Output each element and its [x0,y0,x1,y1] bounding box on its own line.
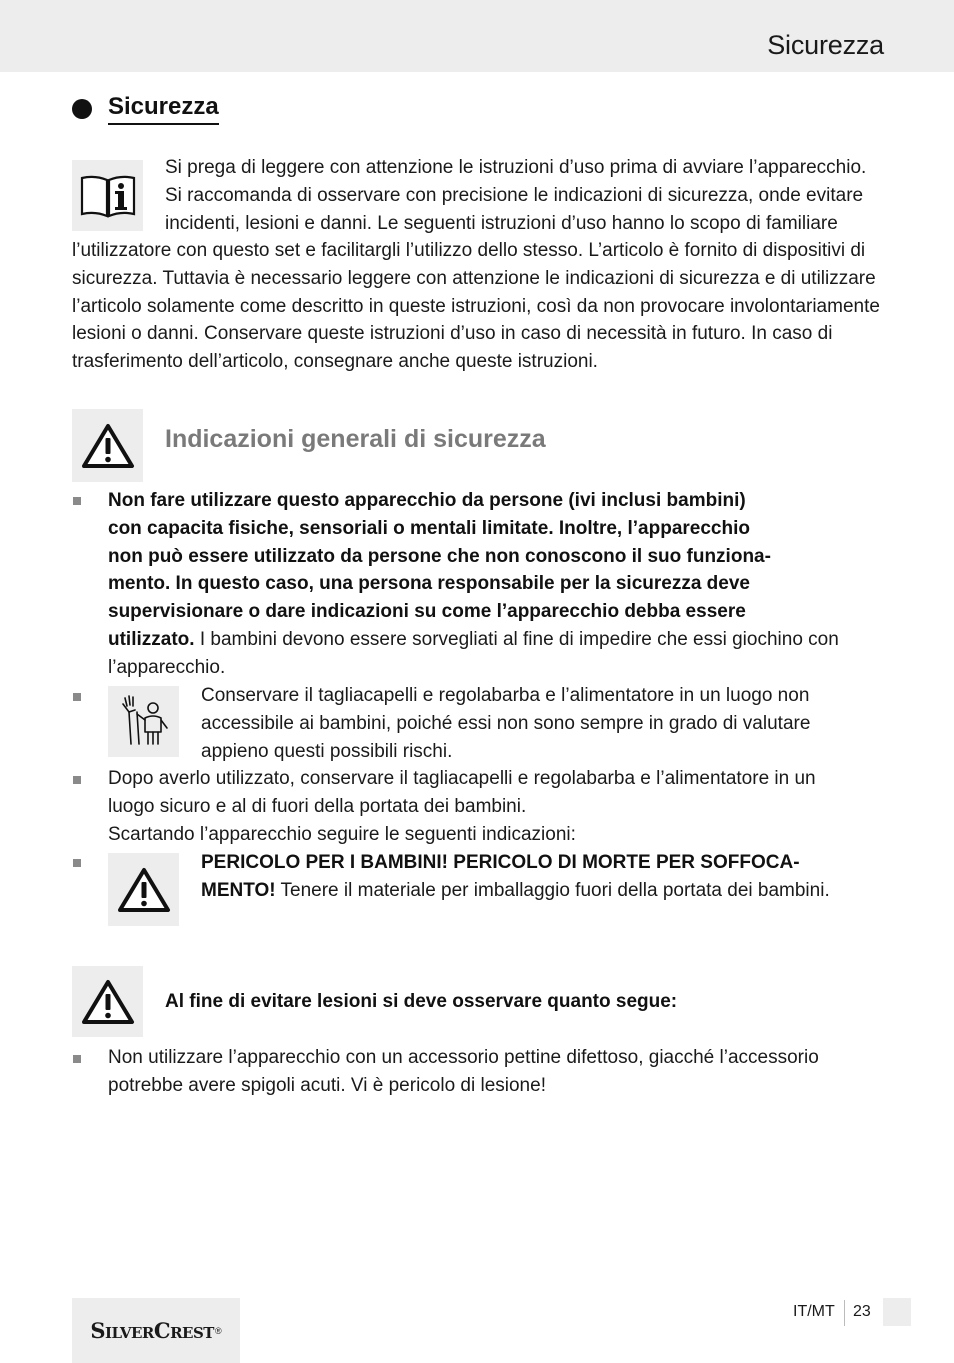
text-normal-tail: I bambini devono essere sorvegliati al fine di impedire che essi giochino con [194,628,839,650]
text-line: trasferimento dell’articolo, consegnare anche queste istruzioni. [72,351,598,373]
text-line: mento. In questo caso, una persona responsabile per la sicurezza deve [108,573,750,595]
text-line: l’apparecchio. [108,656,226,678]
text-line: Dopo averlo utilizzato, conservare il tagliacapelli e regolabarba e l’alimentatore in un [108,768,816,789]
text-line: l’utilizzatore con questo set e facilitargli l’utilizzo dello stesso. L’articolo è fornito di dispositivi di [72,240,866,261]
bullet-square [73,497,81,505]
text-line: luogo sicuro e al di fuori della portata dei bambini. [108,795,527,817]
child-safety-icon [108,686,179,757]
text-line: lesioni o danni. Conservare queste istruzioni d’uso in caso di necessità in futuro. In caso di [72,323,833,345]
text-bold-tail: utilizzato. [108,628,195,650]
bullet-square [73,1055,81,1063]
text-line: Non fare utilizzare questo apparecchio da persone (ivi inclusi bambini) [108,490,746,511]
list-item [108,1044,819,1100]
bullet-square [73,859,81,867]
bullet-square [73,776,81,784]
text-line: con capacita fisiche, sensoriali o mentali limitate. Inoltre, l’apparecchio [108,517,750,539]
injury-heading: Al fine di evitare lesioni si deve osservare quanto segue: [165,991,678,1012]
brand-logo-text: SilverCrest [90,1318,214,1343]
brand-logo [72,1298,240,1363]
text-line: Non utilizzare l’apparecchio con un accessorio pettine difettoso, giacché l’accessorio [108,1047,819,1068]
list-item [108,487,839,682]
warning-triangle-icon [72,409,143,482]
text-normal-tail: Tenere il materiale per imballaggio fuori della portata dei bambini. [275,879,830,901]
footer-language: IT/MT [793,1303,835,1320]
text-line: Si raccomanda di osservare con precisione le indicazioni di sicurezza, onde evitare [165,184,864,206]
list-item [201,849,830,905]
book-info-icon [72,160,143,231]
intro-full-text [72,237,880,376]
text-line: PERICOLO PER I BAMBINI! PERICOLO DI MORTE PER SOFFOCA- [201,852,800,873]
warning-triangle-icon [108,853,179,926]
text-line: Scartando l’apparecchio seguire le seguenti indicazioni: [108,823,576,845]
registered-mark: ® [214,1325,222,1336]
page-number: 23 [853,1303,871,1320]
text-line: non può essere utilizzato da persone che non conoscono il suo funziona- [108,545,771,567]
footer-tab-marker [883,1298,911,1326]
text-line: accessibile ai bambini, poiché essi non sono sempre in grado di valutare [201,712,811,734]
bullet-square [73,693,81,701]
general-safety-title: Indicazioni generali di sicurezza [165,425,546,453]
text-bold-head: MENTO! [201,879,276,901]
warning-triangle-icon [72,966,143,1037]
list-item [108,765,816,848]
bullet-dot [72,99,92,119]
text-line: Si prega di leggere con attenzione le istruzioni d’uso prima di avviare l’apparecchio. [165,157,867,178]
section-title: Sicurezza [108,92,219,125]
text-line: incidenti, lesioni e danni. Le seguenti istruzioni d’uso hanno lo scopo di familiare [165,212,838,234]
section-heading [72,92,219,125]
footer-divider [844,1300,845,1326]
page-header-title: Sicurezza [767,30,884,60]
text-line: appieno questi possibili rischi. [201,740,453,762]
text-line: potrebbe avere spigoli acuti. Vi è pericolo di lesione! [108,1074,546,1096]
text-line: Conservare il tagliacapelli e regolabarba e l’alimentatore in un luogo non [201,685,810,706]
text-line: sicurezza. Tuttavia è necessario leggere con attenzione le indicazioni di sicurezza e di utilizzare [72,267,876,289]
intro-indented-text [165,154,866,237]
text-line: supervisionare o dare indicazioni su come l’apparecchio debba essere [108,601,746,623]
text-line: l’articolo solamente come descritto in queste istruzioni, così da non provocare involontariamente [72,295,880,317]
list-item [201,682,810,765]
